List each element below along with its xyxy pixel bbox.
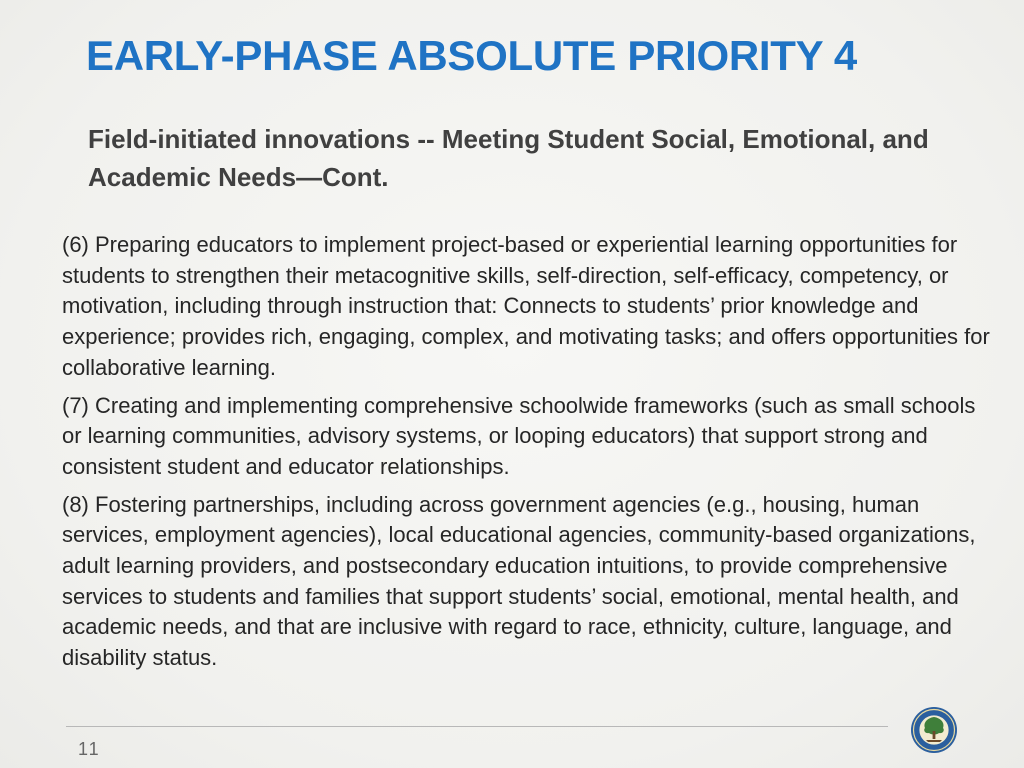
paragraph-7: (7) Creating and implementing comprehensive schoolwide frameworks (such as small schools or learning communities, advisory systems, or looping educators) that support strong and consistent student and educator relationships. (62, 392, 976, 479)
page-number: 11 (78, 739, 101, 759)
department-of-education-seal-icon (910, 706, 958, 754)
slide-title: EARLY-PHASE ABSOLUTE PRIORITY 4 (86, 32, 857, 79)
paragraph-8: (8) Fostering partnerships, including across government agencies (e.g., housing, human services, employment agencies), local educational agencies, community-based organizations, adult learning providers, and postsecondary education intuitions, to provide comprehensive services to students and families that support students’ social, emotional, mental health, and academic needs, and that are inclusive with regard to race, ethnicity, culture, language, and disability status. (62, 491, 976, 671)
slide-body (62, 230, 992, 681)
slide-subtitle: Field-initiated innovations -- Meeting Student Social, Emotional, and Academic Needs—Cont. (88, 124, 929, 192)
footer-divider (66, 726, 888, 727)
paragraph-6: (6) Preparing educators to implement project-based or experiential learning opportunities for students to strengthen their metacognitive skills, self-direction, self-efficacy, competency, or motivation, including through instruction that: Connects to students’ prior knowledge and experience; provides rich, engaging, complex, and motivating tasks; and offers opportunities for collaborative learning. (62, 232, 990, 380)
